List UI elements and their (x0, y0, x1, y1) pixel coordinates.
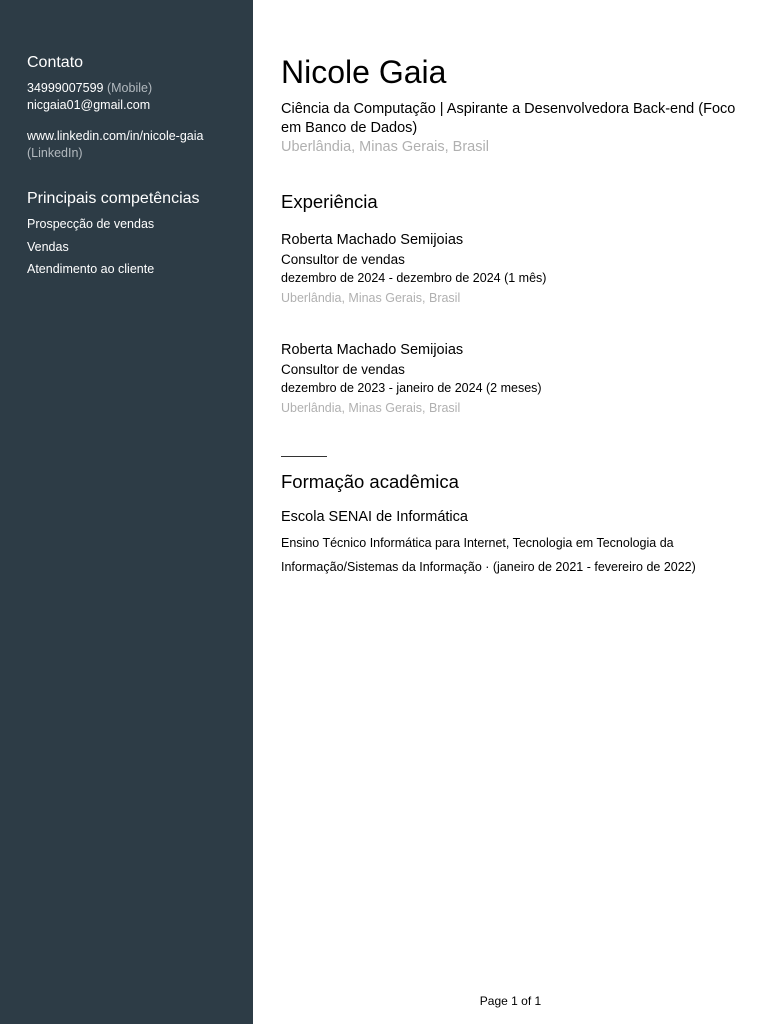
skill-item: Prospecção de vendas (27, 217, 155, 231)
job-location: Uberlândia, Minas Gerais, Brasil (281, 401, 461, 415)
job-entry (281, 340, 751, 418)
education-school: Escola SENAI de Informática (281, 509, 468, 525)
phone-number: 34999007599 (27, 81, 104, 95)
experience-heading: Experiência (281, 191, 378, 212)
email[interactable]: nicgaia01@gmail.com (27, 98, 151, 112)
skill-item: Vendas (27, 239, 69, 254)
contact-block (27, 80, 233, 114)
phone-line (27, 80, 233, 97)
linkedin-label: (LinkedIn) (27, 146, 83, 160)
phone-type: (Mobile) (106, 81, 153, 95)
linkedin-link[interactable]: www.linkedin.com/in/nicole-gaia (27, 129, 204, 143)
job-location: Uberlândia, Minas Gerais, Brasil (281, 291, 461, 305)
person-name: Nicole Gaia (281, 54, 447, 90)
section-divider (281, 456, 327, 457)
education-detail: Ensino Técnico Informática para Internet, Tecnologia em Tecnologia da Informação/Sistemas da Informação · (janeiro de 2021 - fevereiro de 2022) (281, 536, 696, 574)
skill-item: Atendimento ao cliente (27, 262, 155, 276)
skills-list (27, 216, 233, 278)
job-company: Roberta Machado Semijoias (281, 232, 464, 248)
education-heading: Formação acadêmica (281, 471, 459, 492)
job-role: Consultor de vendas (281, 252, 405, 267)
headline: Ciência da Computação | Aspirante a Desenvolvedora Back-end (Foco em Banco de Dados) (281, 101, 736, 136)
person-location: Uberlândia, Minas Gerais, Brasil (281, 139, 489, 155)
job-company: Roberta Machado Semijoias (281, 342, 464, 358)
main-content (281, 54, 751, 579)
sidebar (0, 0, 253, 1024)
skills-heading: Principais competências (27, 190, 200, 207)
job-dates: dezembro de 2023 - janeiro de 2024 (2 meses) (281, 381, 542, 395)
linkedin-block (27, 128, 233, 162)
job-entry (281, 230, 751, 308)
job-dates: dezembro de 2024 - dezembro de 2024 (1 mês) (281, 271, 547, 285)
job-role: Consultor de vendas (281, 362, 405, 377)
contact-heading: Contato (27, 54, 84, 71)
page-number: Page 1 of 1 (479, 994, 542, 1008)
